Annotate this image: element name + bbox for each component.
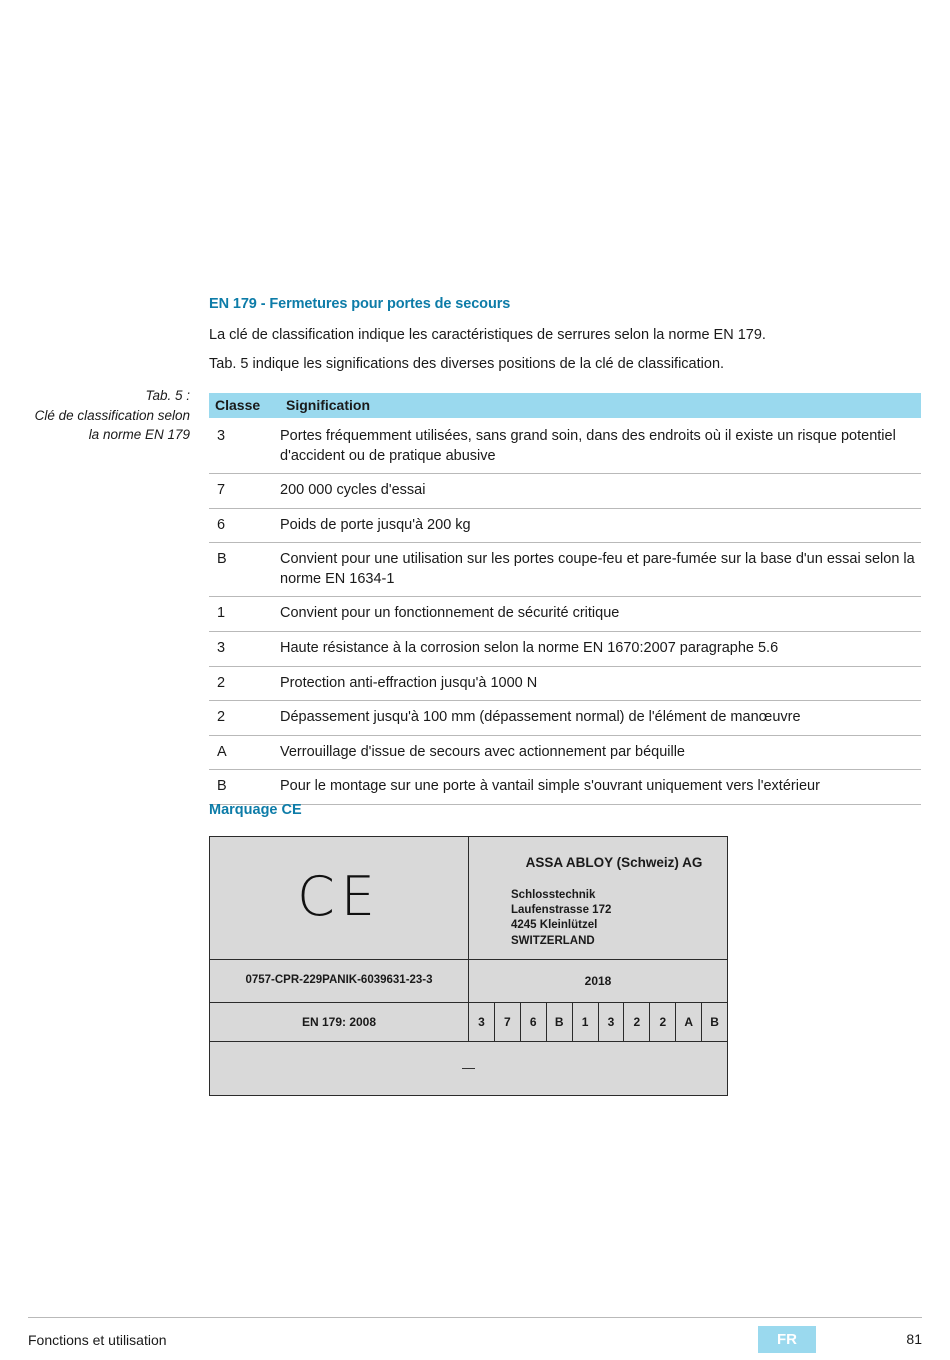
ce-year: 2018: [584, 973, 612, 988]
column-header-signification: Signification: [280, 393, 921, 418]
ce-row-header: [210, 837, 727, 960]
ce-code-cell: 2: [650, 1003, 676, 1041]
cell-classe: 1: [209, 597, 280, 632]
section-paragraph-1: La clé de classification indique les caractéristiques de serrures selon la norme EN 179.: [209, 327, 766, 343]
cell-classe: A: [209, 735, 280, 770]
ce-company-name: ASSA ABLOY (Schweiz) AG: [525, 855, 703, 870]
ce-code-cell: 3: [599, 1003, 625, 1041]
ce-code-cell: 2: [624, 1003, 650, 1041]
table-row: [209, 508, 921, 543]
table-header: [209, 393, 921, 418]
ce-row-certificate: [210, 960, 727, 1003]
cell-classe: 2: [209, 666, 280, 701]
ce-code-cell: A: [676, 1003, 702, 1041]
table-row: [209, 474, 921, 509]
cell-signification: Dépassement jusqu'à 100 mm (dépassement normal) de l'élément de manœuvre: [280, 701, 921, 736]
column-header-classe: Classe: [209, 393, 280, 418]
cell-classe: B: [209, 770, 280, 805]
table-row: [209, 666, 921, 701]
classification-table: [209, 393, 921, 805]
ce-certificate-number: 0757-CPR-229PANIK-6039631-23-3: [210, 960, 469, 1002]
table-row: [209, 418, 921, 474]
section-content: [209, 296, 921, 383]
table-caption-line-3: la norme EN 179: [88, 427, 190, 443]
cell-signification: Protection anti-effraction jusqu'à 1000 N: [280, 666, 921, 701]
ce-row-footer: [210, 1042, 727, 1095]
ce-norm: EN 179: 2008: [210, 1003, 469, 1041]
footer-section-label: Fonctions et utilisation: [28, 1332, 167, 1348]
ce-mark-icon: CE: [297, 864, 381, 928]
ce-address-line: SWITZERLAND: [511, 934, 595, 947]
footer-divider: [28, 1317, 922, 1318]
section-title: EN 179 - Fermetures pour portes de secours: [209, 296, 511, 312]
ce-classification-codes: [469, 1003, 727, 1041]
language-badge: FR: [758, 1326, 816, 1353]
table-caption: [20, 386, 190, 445]
section-paragraph-2: Tab. 5 indique les significations des diverses positions de la clé de classification.: [209, 356, 725, 373]
table-row: [209, 735, 921, 770]
cell-signification: 200 000 cycles d'essai: [280, 474, 921, 509]
cell-classe: 3: [209, 631, 280, 666]
table-caption-line-1: Tab. 5 :: [145, 388, 190, 403]
cell-classe: 6: [209, 508, 280, 543]
cell-classe: 3: [209, 418, 280, 474]
table-row: [209, 701, 921, 736]
cell-classe: 7: [209, 474, 280, 509]
table-body: [209, 418, 921, 804]
table-row: [209, 543, 921, 597]
table-row: [209, 770, 921, 805]
table-caption-line-2: Clé de classification selon: [34, 407, 190, 423]
ce-row-norm: [210, 1003, 727, 1042]
ce-manufacturer-cell: [469, 837, 727, 959]
table-row: [209, 597, 921, 632]
cell-classe: B: [209, 543, 280, 597]
ce-address-line: Schlosstechnik: [511, 889, 596, 901]
ce-logo-cell: [210, 837, 469, 959]
ce-code-cell: 1: [573, 1003, 599, 1041]
ce-footer-dash: —: [462, 1059, 475, 1075]
cell-signification: Convient pour une utilisation sur les portes coupe-feu et pare-fumée sur la base d'un essai selon la norme EN 1634-1: [280, 543, 921, 597]
table-header-row: [209, 393, 921, 418]
cell-signification: Portes fréquemment utilisées, sans grand soin, dans des endroits où il existe un risque potentiel d'accident ou de pratique abusive: [280, 418, 921, 474]
ce-marking-label: [209, 836, 728, 1096]
ce-code-cell: B: [547, 1003, 573, 1041]
ce-code-cell: 7: [495, 1003, 521, 1041]
cell-signification: Haute résistance à la corrosion selon la norme EN 1670:2007 paragraphe 5.6: [280, 631, 921, 666]
cell-signification: Pour le montage sur une porte à vantail simple s'ouvrant uniquement vers l'extérieur: [280, 770, 921, 805]
ce-marking-title: Marquage CE: [209, 802, 302, 818]
cell-signification: Poids de porte jusqu'à 200 kg: [280, 508, 921, 543]
cell-classe: 2: [209, 701, 280, 736]
cell-signification: Convient pour un fonctionnement de sécurité critique: [280, 597, 921, 632]
cell-signification: Verrouillage d'issue de secours avec actionnement par béquille: [280, 735, 921, 770]
ce-address-line: 4245 Kleinlützel: [511, 919, 598, 932]
ce-code-cell: 3: [469, 1003, 495, 1041]
ce-code-cell: 6: [521, 1003, 547, 1041]
page-number: 81: [906, 1331, 922, 1347]
table-row: [209, 631, 921, 666]
ce-address-line: Laufenstrasse 172: [511, 904, 612, 917]
ce-code-cell: B: [710, 1014, 719, 1029]
